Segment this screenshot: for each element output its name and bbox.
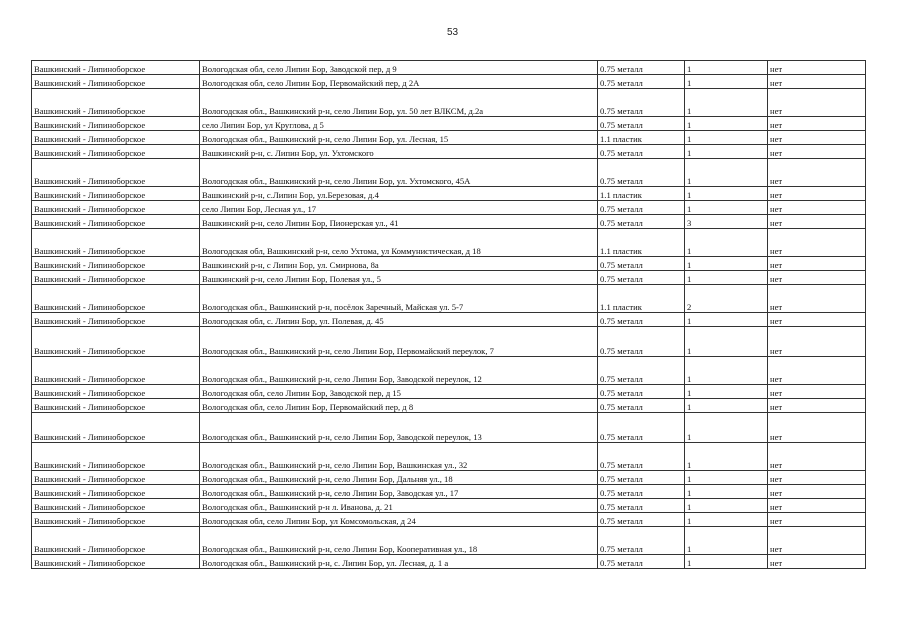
volume-material-cell: 0.75 металл <box>598 555 685 569</box>
address-cell: Вологодская обл., Вашкинский р-н л. Иванова, д. 21 <box>200 499 598 513</box>
container-count-cell: 1 <box>685 187 768 201</box>
volume-material-cell: 0.75 металл <box>598 89 685 117</box>
address-cell: Вологодская обл., Вашкинский р-н, село Липин Бор, ул. Лесная, 15 <box>200 131 598 145</box>
flag-cell: нет <box>768 187 866 201</box>
container-count-cell: 1 <box>685 75 768 89</box>
container-count-cell: 1 <box>685 527 768 555</box>
container-count-cell: 1 <box>685 413 768 443</box>
container-count-cell: 1 <box>685 61 768 75</box>
address-cell: Вологодская обл, село Липин Бор, Первомайский пер, д 2А <box>200 75 598 89</box>
volume-material-cell: 0.75 металл <box>598 271 685 285</box>
flag-cell: нет <box>768 215 866 229</box>
container-count-cell: 1 <box>685 313 768 327</box>
volume-material-cell: 0.75 металл <box>598 485 685 499</box>
flag-cell: нет <box>768 399 866 413</box>
container-count-cell: 1 <box>685 271 768 285</box>
district-cell: Вашкинский - Липиноборское <box>32 527 200 555</box>
volume-material-cell: 1.1 пластик <box>598 285 685 313</box>
district-cell: Вашкинский - Липиноборское <box>32 385 200 399</box>
volume-material-cell: 0.75 металл <box>598 201 685 215</box>
address-cell: Вологодская обл, с. Липин Бор, ул. Полевая, д. 45 <box>200 313 598 327</box>
district-cell: Вашкинский - Липиноборское <box>32 215 200 229</box>
volume-material-cell: 0.75 металл <box>598 399 685 413</box>
address-cell: Вологодская обл, Вашкинский р-н, село Ухтома, ул Коммунистическая, д 18 <box>200 229 598 257</box>
address-cell: Вологодская обл, село Липин Бор, ул Комсомольская, д 24 <box>200 513 598 527</box>
table-row <box>32 499 866 513</box>
table-row <box>32 357 866 385</box>
table-row <box>32 61 866 75</box>
volume-material-cell: 0.75 металл <box>598 527 685 555</box>
table-row <box>32 131 866 145</box>
volume-material-cell: 0.75 металл <box>598 357 685 385</box>
volume-material-cell: 1.1 пластик <box>598 131 685 145</box>
flag-cell: нет <box>768 201 866 215</box>
table-row <box>32 117 866 131</box>
table-row <box>32 159 866 187</box>
table-row <box>32 399 866 413</box>
volume-material-cell: 0.75 металл <box>598 145 685 159</box>
flag-cell: нет <box>768 75 866 89</box>
address-cell: Вологодская обл., Вашкинский р-н, село Липин Бор, ул. Ухтомского, 45А <box>200 159 598 187</box>
table-row <box>32 75 866 89</box>
address-cell: Вологодская обл., Вашкинский р-н, село Липин Бор, Заводской переулок, 13 <box>200 413 598 443</box>
container-count-cell: 1 <box>685 399 768 413</box>
address-cell: Вашкинский р-н, с.Липин Бор, ул.Березовая, д.4 <box>200 187 598 201</box>
volume-material-cell: 0.75 металл <box>598 117 685 131</box>
container-count-cell: 2 <box>685 285 768 313</box>
table-row <box>32 485 866 499</box>
container-count-cell: 1 <box>685 499 768 513</box>
address-cell: Вологодская обл, село Липин Бор, Заводской пер, д 9 <box>200 61 598 75</box>
container-count-cell: 1 <box>685 257 768 271</box>
flag-cell: нет <box>768 513 866 527</box>
table-row <box>32 257 866 271</box>
flag-cell: нет <box>768 527 866 555</box>
district-cell: Вашкинский - Липиноборское <box>32 229 200 257</box>
table-row <box>32 313 866 327</box>
container-count-cell: 1 <box>685 485 768 499</box>
volume-material-cell: 0.75 металл <box>598 327 685 357</box>
flag-cell: нет <box>768 117 866 131</box>
district-cell: Вашкинский - Липиноборское <box>32 471 200 485</box>
address-cell: Вологодская обл., Вашкинский р-н, с. Липин Бор, ул. Лесная, д. 1 а <box>200 555 598 569</box>
district-cell: Вашкинский - Липиноборское <box>32 89 200 117</box>
address-cell: Вашкинский р-н, село Липин Бор, Пионерская ул., 41 <box>200 215 598 229</box>
table-row <box>32 145 866 159</box>
district-cell: Вашкинский - Липиноборское <box>32 313 200 327</box>
flag-cell: нет <box>768 499 866 513</box>
address-cell: Вологодская обл., Вашкинский р-н, посёлок Заречный, Майская ул. 5-7 <box>200 285 598 313</box>
district-cell: Вашкинский - Липиноборское <box>32 201 200 215</box>
address-cell: Вашкинский р-н, с. Липин Бор, ул. Ухтомского <box>200 145 598 159</box>
volume-material-cell: 0.75 металл <box>598 61 685 75</box>
flag-cell: нет <box>768 61 866 75</box>
district-cell: Вашкинский - Липиноборское <box>32 271 200 285</box>
district-cell: Вашкинский - Липиноборское <box>32 485 200 499</box>
table-row <box>32 443 866 471</box>
volume-material-cell: 0.75 металл <box>598 159 685 187</box>
table-row <box>32 187 866 201</box>
volume-material-cell: 0.75 металл <box>598 499 685 513</box>
container-count-cell: 1 <box>685 145 768 159</box>
district-cell: Вашкинский - Липиноборское <box>32 285 200 313</box>
container-count-cell: 1 <box>685 159 768 187</box>
table-row <box>32 527 866 555</box>
district-cell: Вашкинский - Липиноборское <box>32 61 200 75</box>
district-cell: Вашкинский - Липиноборское <box>32 187 200 201</box>
flag-cell: нет <box>768 159 866 187</box>
container-count-cell: 1 <box>685 513 768 527</box>
container-count-cell: 1 <box>685 131 768 145</box>
district-cell: Вашкинский - Липиноборское <box>32 357 200 385</box>
container-sites-table <box>31 60 866 569</box>
flag-cell: нет <box>768 485 866 499</box>
volume-material-cell: 0.75 металл <box>598 513 685 527</box>
table-row <box>32 285 866 313</box>
address-cell: село Липин Бор, Лесная ул., 17 <box>200 201 598 215</box>
address-cell: Вологодская обл., Вашкинский р-н, село Липин Бор, Заводской переулок, 12 <box>200 357 598 385</box>
address-cell: Вологодская обл., Вашкинский р-н, село Липин Бор, Дальняя ул., 18 <box>200 471 598 485</box>
container-count-cell: 1 <box>685 201 768 215</box>
district-cell: Вашкинский - Липиноборское <box>32 443 200 471</box>
flag-cell: нет <box>768 257 866 271</box>
table-row <box>32 413 866 443</box>
volume-material-cell: 0.75 металл <box>598 215 685 229</box>
table-row <box>32 471 866 485</box>
volume-material-cell: 0.75 металл <box>598 313 685 327</box>
volume-material-cell: 0.75 металл <box>598 75 685 89</box>
flag-cell: нет <box>768 229 866 257</box>
district-cell: Вашкинский - Липиноборское <box>32 75 200 89</box>
district-cell: Вашкинский - Липиноборское <box>32 499 200 513</box>
flag-cell: нет <box>768 285 866 313</box>
district-cell: Вашкинский - Липиноборское <box>32 131 200 145</box>
flag-cell: нет <box>768 131 866 145</box>
district-cell: Вашкинский - Липиноборское <box>32 117 200 131</box>
container-count-cell: 1 <box>685 443 768 471</box>
address-cell: Вашкинский р-н, с Липин Бор, ул. Смирнова, 8а <box>200 257 598 271</box>
volume-material-cell: 0.75 металл <box>598 257 685 271</box>
container-count-cell: 1 <box>685 229 768 257</box>
address-cell: Вологодская обл., Вашкинский р-н, село Липин Бор, Вашкинская ул., 32 <box>200 443 598 471</box>
address-cell: Вологодская обл., Вашкинский р-н, село Липин Бор, ул. 50 лет ВЛКСМ, д.2а <box>200 89 598 117</box>
address-cell: Вологодская обл, село Липин Бор, Первомайский пер, д 8 <box>200 399 598 413</box>
volume-material-cell: 1.1 пластик <box>598 187 685 201</box>
address-cell: Вашкинский р-н, село Липин Бор, Полевая ул., 5 <box>200 271 598 285</box>
container-count-cell: 1 <box>685 327 768 357</box>
table-row <box>32 555 866 569</box>
district-cell: Вашкинский - Липиноборское <box>32 327 200 357</box>
address-cell: Вологодская обл., Вашкинский р-н, село Липин Бор, Заводская ул., 17 <box>200 485 598 499</box>
volume-material-cell: 0.75 металл <box>598 471 685 485</box>
flag-cell: нет <box>768 471 866 485</box>
district-cell: Вашкинский - Липиноборское <box>32 257 200 271</box>
table-row <box>32 385 866 399</box>
flag-cell: нет <box>768 271 866 285</box>
flag-cell: нет <box>768 413 866 443</box>
table-row <box>32 513 866 527</box>
flag-cell: нет <box>768 357 866 385</box>
volume-material-cell: 1.1 пластик <box>598 229 685 257</box>
address-cell: Вологодская обл, село Липин Бор, Заводской пер, д 15 <box>200 385 598 399</box>
table-body <box>32 61 866 569</box>
volume-material-cell: 0.75 металл <box>598 443 685 471</box>
district-cell: Вашкинский - Липиноборское <box>32 413 200 443</box>
address-cell: Вологодская обл., Вашкинский р-н, село Липин Бор, Кооперативная ул., 18 <box>200 527 598 555</box>
container-count-cell: 3 <box>685 215 768 229</box>
flag-cell: нет <box>768 327 866 357</box>
container-count-cell: 1 <box>685 357 768 385</box>
table-row <box>32 215 866 229</box>
volume-material-cell: 0.75 металл <box>598 413 685 443</box>
container-count-cell: 1 <box>685 89 768 117</box>
flag-cell: нет <box>768 145 866 159</box>
container-count-cell: 1 <box>685 117 768 131</box>
address-cell: село Липин Бор, ул Круглова, д 5 <box>200 117 598 131</box>
district-cell: Вашкинский - Липиноборское <box>32 145 200 159</box>
address-cell: Вологодская обл., Вашкинский р-н, село Липин Бор, Первомайский переулок, 7 <box>200 327 598 357</box>
flag-cell: нет <box>768 313 866 327</box>
table-row <box>32 229 866 257</box>
flag-cell: нет <box>768 89 866 117</box>
district-cell: Вашкинский - Липиноборское <box>32 513 200 527</box>
table-row <box>32 201 866 215</box>
district-cell: Вашкинский - Липиноборское <box>32 159 200 187</box>
flag-cell: нет <box>768 443 866 471</box>
flag-cell: нет <box>768 555 866 569</box>
flag-cell: нет <box>768 385 866 399</box>
table-row <box>32 271 866 285</box>
district-cell: Вашкинский - Липиноборское <box>32 555 200 569</box>
container-count-cell: 1 <box>685 471 768 485</box>
table-row <box>32 89 866 117</box>
container-count-cell: 1 <box>685 555 768 569</box>
table-row <box>32 327 866 357</box>
volume-material-cell: 0.75 металл <box>598 385 685 399</box>
container-count-cell: 1 <box>685 385 768 399</box>
district-cell: Вашкинский - Липиноборское <box>32 399 200 413</box>
page-number: 53 <box>446 27 459 38</box>
